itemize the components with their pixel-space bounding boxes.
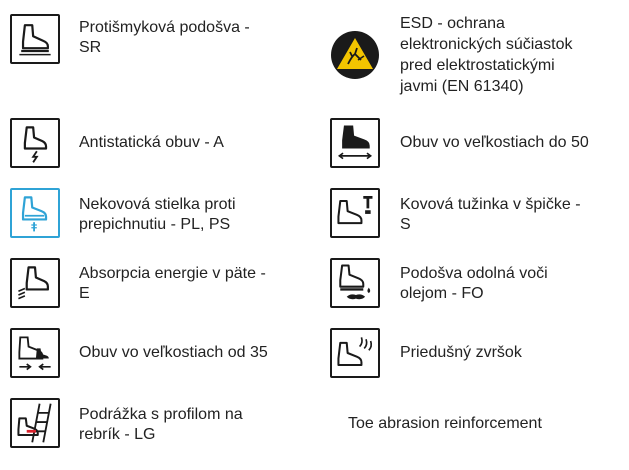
feature-label-line1: Obuv vo veľkostiach do 50 bbox=[400, 134, 589, 151]
feature-label-line1: Kovová tužinka v špičke - bbox=[400, 196, 581, 213]
feature-label-line2: SR bbox=[79, 39, 102, 56]
feature-label-line1: Obuv vo veľkostiach od 35 bbox=[79, 344, 268, 361]
boot-energy-absorption-icon bbox=[10, 258, 60, 308]
feature-label-line2: prepichnutiu - PL, PS bbox=[79, 216, 231, 233]
feature-label-line2: rebrík - LG bbox=[79, 426, 156, 443]
boot-slip-resistant-icon bbox=[10, 14, 60, 64]
boot-antistatic-icon bbox=[10, 118, 60, 168]
feature-label-line1: Priedušný zvršok bbox=[400, 344, 522, 361]
feature-label-line1: Podrážka s profilom na bbox=[79, 406, 243, 423]
feature-label-line4: javmi (EN 61340) bbox=[400, 78, 524, 95]
boot-size-from-35-icon bbox=[10, 328, 60, 378]
feature-label-line1: Nekovová stielka proti bbox=[79, 196, 236, 213]
boot-steel-toecap-icon bbox=[330, 188, 380, 238]
boot-puncture-insole-icon bbox=[10, 188, 60, 238]
feature-label-line1: Antistatická obuv - A bbox=[79, 134, 224, 151]
feature-label-line1: Absorpcia energie v päte - bbox=[79, 265, 266, 282]
feature-label-line2: olejom - FO bbox=[400, 285, 484, 302]
feature-label-line1: Podošva odolná voči bbox=[400, 265, 548, 282]
feature-label-line1: Protišmyková podošva - bbox=[79, 19, 250, 36]
feature-label-line3: pred elektrostatickými bbox=[400, 57, 555, 74]
esd-warning-icon bbox=[330, 30, 380, 80]
boot-oil-resistant-icon bbox=[330, 258, 380, 308]
boot-ladder-grip-icon bbox=[10, 398, 60, 448]
boot-breathable-icon bbox=[330, 328, 380, 378]
feature-label-line1: ESD - ochrana bbox=[400, 15, 505, 32]
feature-label-line1: Toe abrasion reinforcement bbox=[348, 415, 542, 432]
feature-label-line2: E bbox=[79, 285, 90, 302]
feature-label-line2: elektronických súčiastok bbox=[400, 36, 573, 53]
feature-label-line2: S bbox=[400, 216, 411, 233]
boot-size-to-50-icon bbox=[330, 118, 380, 168]
